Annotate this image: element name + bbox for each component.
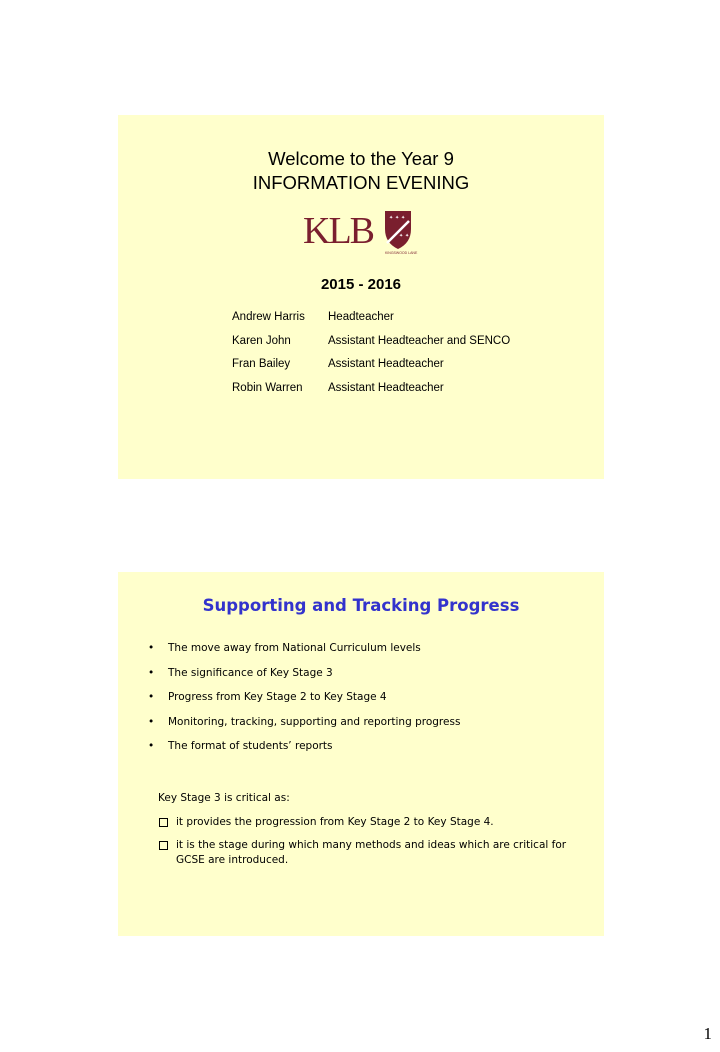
bullet-icon: • <box>148 642 155 654</box>
checkbox-list <box>158 815 588 876</box>
svg-text:✦: ✦ <box>389 215 394 221</box>
bullet-text: Progress from Key Stage 2 to Key Stage 4 <box>168 691 387 703</box>
staff-name: Andrew Harris <box>232 311 305 323</box>
staff-name: Fran Bailey <box>232 358 291 370</box>
slide-1 <box>118 115 604 479</box>
bullet-text: The move away from National Curriculum levels <box>168 642 421 654</box>
checkbox-icon <box>159 841 168 850</box>
staff-list <box>232 311 510 405</box>
bullet-icon: • <box>148 691 155 703</box>
svg-text:✦: ✦ <box>399 233 404 239</box>
bullet-text: Monitoring, tracking, supporting and reporting progress <box>168 715 461 728</box>
bullet-icon: • <box>148 740 155 752</box>
staff-role: Assistant Headteacher <box>328 381 444 394</box>
list-item <box>158 815 588 830</box>
logo-text: KLB <box>303 210 373 252</box>
slide-2 <box>118 572 604 936</box>
staff-role: Headteacher <box>328 311 394 323</box>
staff-name: Karen John <box>232 334 291 347</box>
check-text: it is the stage during which many methods and ideas which are critical for GCSE are introduced. <box>176 839 567 866</box>
staff-role: Assistant Headteacher <box>328 358 444 370</box>
academic-year: 2015 - 2016 <box>320 276 402 293</box>
list-item <box>148 740 460 765</box>
slide-1-title-line2: INFORMATION EVENING <box>252 172 470 193</box>
staff-row <box>232 311 510 335</box>
list-item <box>158 838 588 868</box>
bullet-text: The significance of Key Stage 3 <box>168 666 333 679</box>
slide-1-title-line1: Welcome to the Year 9 <box>268 148 454 169</box>
list-item <box>148 667 460 692</box>
key-stage-intro: Key Stage 3 is critical as: <box>158 792 290 804</box>
slide-2-title: Supporting and Tracking Progress <box>202 596 520 615</box>
svg-text:✦: ✦ <box>395 215 400 221</box>
svg-text:✦: ✦ <box>405 233 410 239</box>
list-item <box>148 642 460 667</box>
bullet-list <box>148 642 460 765</box>
staff-row <box>232 358 510 382</box>
klb-logo <box>301 207 418 255</box>
svg-text:✦: ✦ <box>401 215 406 221</box>
bullet-icon: • <box>148 715 155 728</box>
staff-name: Robin Warren <box>232 381 303 394</box>
staff-row <box>232 335 510 359</box>
list-item <box>148 691 460 716</box>
check-text: it provides the progression from Key Stage 2 to Key Stage 4. <box>176 816 494 828</box>
page-number: 1 <box>703 1024 712 1043</box>
staff-role: Assistant Headteacher and SENCO <box>328 334 511 347</box>
bullet-icon: • <box>148 666 155 679</box>
staff-row <box>232 382 510 406</box>
bullet-text: The format of students’ reports <box>168 740 333 752</box>
logo-subtext: KINGSWOOD LANE <box>385 251 418 255</box>
checkbox-icon <box>159 818 168 827</box>
list-item <box>148 716 460 741</box>
